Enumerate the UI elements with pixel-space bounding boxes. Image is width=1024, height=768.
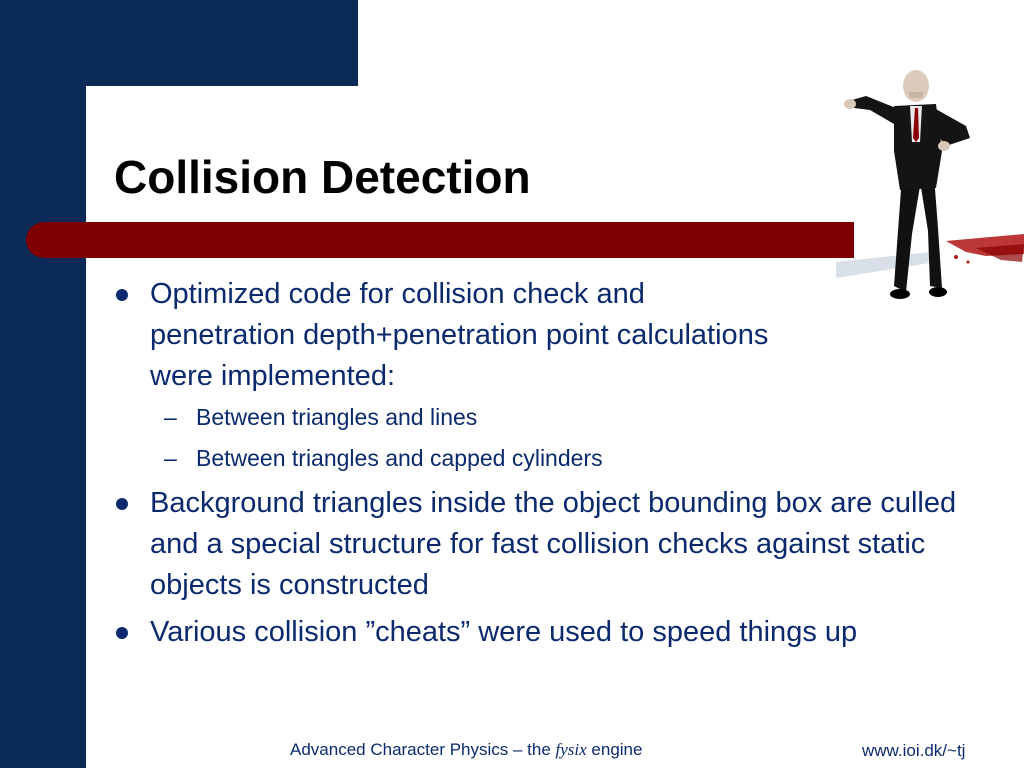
bullet-text: Background triangles inside the object bounding box are culled and a special structure for fast collision checks against static objects is constructed (150, 487, 957, 601)
dash-icon: – (164, 404, 177, 430)
bullet-list (112, 274, 1012, 659)
left-navy-band (0, 0, 86, 768)
bullet-item (112, 483, 1012, 606)
top-navy-band (0, 0, 358, 86)
bullet-item (112, 612, 1012, 653)
sub-bullet-text: Between triangles and lines (196, 404, 478, 430)
bullet-icon (116, 289, 128, 301)
footer-caption-suffix: engine (586, 740, 643, 759)
slide-title: Collision Detection (114, 151, 531, 203)
bullet-text (150, 274, 1012, 397)
dash-icon: – (164, 445, 177, 471)
sub-bullet-text: Between triangles and capped cylinders (196, 445, 603, 471)
footer-caption-prefix: Advanced Character Physics – the (290, 740, 556, 759)
sub-bullet-list (150, 401, 1012, 474)
bullet-icon (116, 627, 128, 639)
footer-brand: fysix (555, 740, 587, 759)
bullet-text-line: were implemented: (150, 360, 395, 392)
bullet-item (112, 274, 1012, 474)
footer-caption (290, 740, 642, 760)
title-accent-bar (26, 222, 854, 258)
sub-bullet-item (150, 401, 1012, 433)
footer-url: www.ioi.dk/~tj (862, 741, 966, 760)
bullet-icon (116, 498, 128, 510)
sub-bullet-item (150, 442, 1012, 474)
bullet-text-line: penetration depth+penetration point calculations (150, 319, 769, 351)
bullet-text-line: Optimized code for collision check and (150, 278, 645, 310)
bullet-text: Various collision ”cheats” were used to speed things up (150, 616, 858, 648)
